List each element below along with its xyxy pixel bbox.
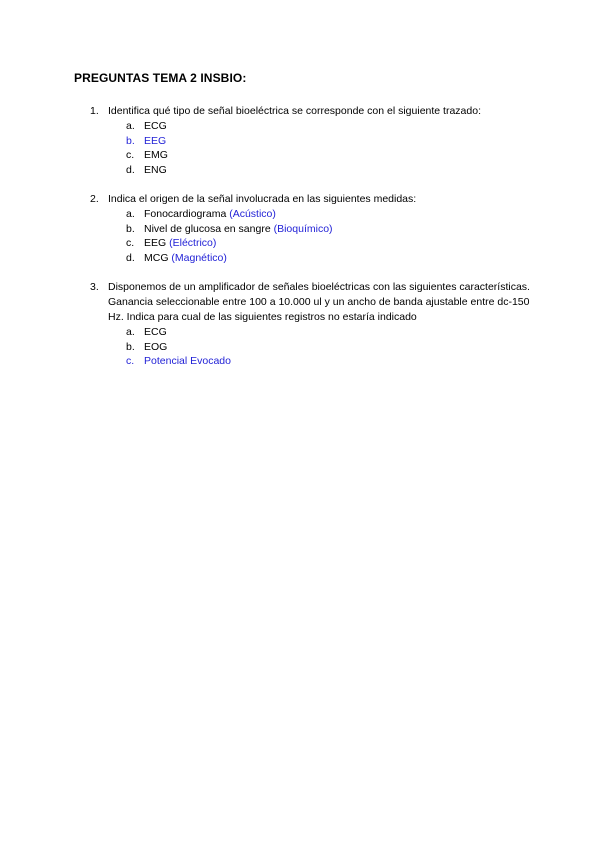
option-a bbox=[90, 119, 530, 134]
option-b-highlighted bbox=[90, 134, 530, 149]
option-text: MCG bbox=[144, 251, 169, 264]
option-text: Potencial Evocado bbox=[144, 355, 231, 367]
page-title: PREGUNTAS TEMA 2 INSBIO: bbox=[74, 71, 247, 85]
option-text: ENG bbox=[144, 163, 167, 176]
option-text: Fonocardiograma bbox=[144, 208, 227, 220]
option-letter: c. bbox=[126, 237, 135, 249]
option-text: EOG bbox=[144, 340, 168, 353]
question-number: 3. bbox=[90, 281, 99, 293]
option-c-highlighted bbox=[90, 354, 530, 369]
option-note: (Eléctrico) bbox=[169, 237, 217, 249]
option-b bbox=[90, 222, 530, 237]
option-a bbox=[90, 325, 530, 340]
option-letter: a. bbox=[126, 120, 135, 132]
option-letter: a. bbox=[126, 326, 135, 338]
option-d bbox=[90, 251, 530, 266]
question-number: 1. bbox=[90, 105, 99, 117]
option-letter: c. bbox=[126, 149, 135, 161]
question-line bbox=[90, 280, 530, 325]
question-text: Identifica qué tipo de señal bioeléctrica se corresponde con el siguiente trazado: bbox=[108, 105, 481, 117]
question-number: 2. bbox=[90, 193, 99, 205]
question-3 bbox=[90, 280, 530, 369]
options-list bbox=[90, 119, 530, 177]
option-a bbox=[90, 207, 530, 222]
option-letter: b. bbox=[126, 222, 135, 235]
option-text: EEG bbox=[144, 134, 167, 147]
option-letter: b. bbox=[126, 134, 135, 147]
option-text: EEG bbox=[144, 237, 167, 249]
options-list bbox=[90, 207, 530, 265]
option-note: (Acústico) bbox=[229, 208, 276, 220]
option-letter: c. bbox=[126, 355, 135, 367]
option-letter: d. bbox=[126, 251, 135, 264]
option-c bbox=[90, 148, 530, 163]
option-text: EMG bbox=[144, 149, 168, 161]
option-letter: b. bbox=[126, 340, 135, 353]
option-d bbox=[90, 163, 530, 178]
question-line bbox=[90, 104, 530, 119]
question-1 bbox=[90, 104, 530, 177]
question-2 bbox=[90, 192, 530, 265]
option-text: Nivel de glucosa en sangre bbox=[144, 222, 271, 235]
option-letter: d. bbox=[126, 163, 135, 176]
question-line bbox=[90, 192, 530, 207]
option-text: ECG bbox=[144, 326, 167, 338]
question-text: Indica el origen de la señal involucrada en las siguientes medidas: bbox=[108, 193, 417, 205]
option-letter: a. bbox=[126, 208, 135, 220]
option-note: (Bioquímico) bbox=[273, 222, 333, 235]
question-text: Disponemos de un amplificador de señales bioeléctricas con las siguientes características. Ganancia seleccionable entre 100 a 10.000 ul y un ancho de banda ajustable entre dc-150 Hz. Indica para cual de las siguientes registros no estaría indicado bbox=[108, 281, 530, 323]
option-b bbox=[90, 340, 530, 355]
options-list bbox=[90, 325, 530, 369]
option-note: (Magnético) bbox=[171, 251, 227, 264]
option-text: ECG bbox=[144, 120, 167, 132]
option-c bbox=[90, 236, 530, 251]
